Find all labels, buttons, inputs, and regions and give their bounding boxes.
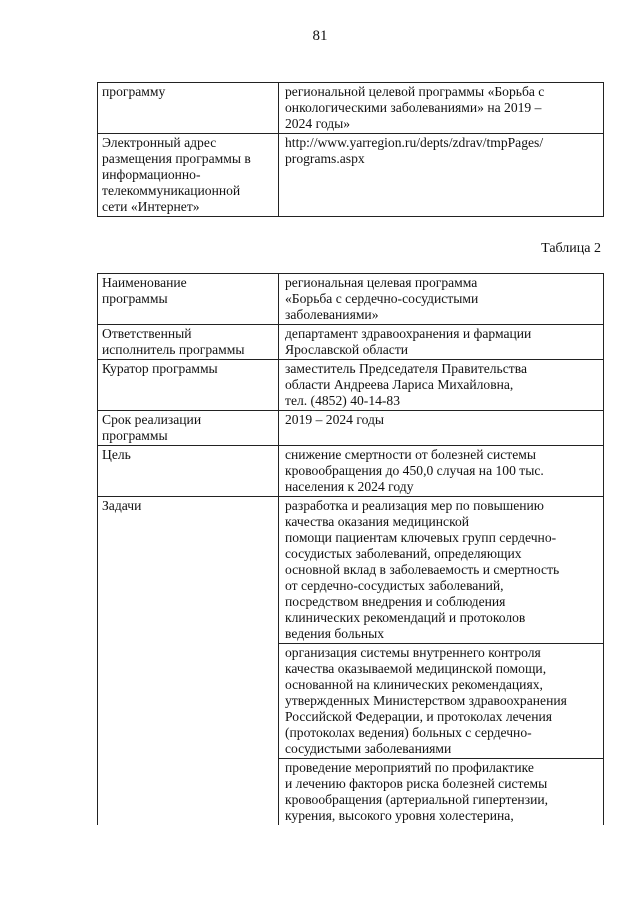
row-value-line: http://www.yarregion.ru/depts/zdrav/tmpPages/ xyxy=(285,135,544,150)
table-row xyxy=(98,497,604,644)
row-value-cell xyxy=(279,325,604,360)
row-label-line: телекоммуникационной xyxy=(102,183,241,198)
row-label-line: исполнитель программы xyxy=(102,342,245,357)
row-label-line: Электронный адрес xyxy=(102,135,217,150)
row-label-line: программу xyxy=(102,84,166,99)
task-item-cell xyxy=(279,759,604,826)
row-label-line: Ответственный xyxy=(102,326,192,341)
task-item-line: клинических рекомендаций и протоколов xyxy=(285,610,526,625)
row-label-cell xyxy=(98,83,279,134)
table1-body xyxy=(98,83,604,217)
task-item-line: сосудистыми заболеваниями xyxy=(285,741,452,756)
task-item-line: ведения больных xyxy=(285,626,385,641)
table-caption: Таблица 2 xyxy=(541,241,601,256)
task-item-line: качества оказываемой медицинской помощи, xyxy=(285,661,547,676)
task-item-line: организация системы внутреннего контроля xyxy=(285,645,541,660)
task-item-line: основанной на клинических рекомендациях, xyxy=(285,677,543,692)
row-label-cell xyxy=(98,325,279,360)
task-item-line: проведение мероприятий по профилактике xyxy=(285,760,534,775)
row-label-line: информационно- xyxy=(102,167,201,182)
table-row xyxy=(98,274,604,325)
row-label-line: Наименование xyxy=(102,275,187,290)
task-item-line: посредством внедрения и соблюдения xyxy=(285,594,506,609)
task-item-line: и лечению факторов риска болезней системы xyxy=(285,776,548,791)
task-item-line: сосудистых заболеваний, определяющих xyxy=(285,546,522,561)
row-value-line: заболеваниями» xyxy=(285,307,379,322)
row-value-line: онкологическими заболеваниями» на 2019 – xyxy=(285,100,542,115)
program-info-table-continued xyxy=(97,82,604,217)
row-label-line: программы xyxy=(102,428,168,443)
task-item-cell xyxy=(279,644,604,759)
task-item-line: курения, высокого уровня холестерина, xyxy=(285,808,514,823)
row-label-line: Куратор программы xyxy=(102,361,218,376)
row-value-line: департамент здравоохранения и фармации xyxy=(285,326,532,341)
table-row xyxy=(98,134,604,217)
row-label-cell xyxy=(98,134,279,217)
row-label-line: размещения программы в xyxy=(102,151,251,166)
table-row xyxy=(98,325,604,360)
task-item-cell xyxy=(279,497,604,644)
row-label-cell xyxy=(98,274,279,325)
table-row xyxy=(98,83,604,134)
row-value-line: региональной целевой программы «Борьба с xyxy=(285,84,545,99)
task-item-line: (протоколах ведения) больных с сердечно- xyxy=(285,725,532,740)
tasks-label-cell xyxy=(98,497,279,826)
task-item-line: утвержденных Министерством здравоохранения xyxy=(285,693,567,708)
task-item-line: кровообращения (артериальной гипертензии, xyxy=(285,792,549,807)
task-item-line: Российской Федерации, и протоколах лечения xyxy=(285,709,553,724)
table-row xyxy=(98,446,604,497)
row-value-line: 2019 – 2024 годы xyxy=(285,412,385,427)
row-value-line: тел. (4852) 40-14-83 xyxy=(285,393,401,408)
row-value-cell xyxy=(279,134,604,217)
page-number: 81 xyxy=(312,28,328,44)
row-value-line: Ярославской области xyxy=(285,342,409,357)
row-value-cell xyxy=(279,360,604,411)
row-label-cell xyxy=(98,446,279,497)
row-value-cell xyxy=(279,411,604,446)
row-value-line: снижение смертности от болезней системы xyxy=(285,447,536,462)
task-item-line: помощи пациентам ключевых групп сердечно- xyxy=(285,530,557,545)
table-row xyxy=(98,411,604,446)
row-value-line: области Андреева Лариса Михайловна, xyxy=(285,377,514,392)
tasks-label: Задачи xyxy=(102,498,142,513)
row-value-line: заместитель Председателя Правительства xyxy=(285,361,527,376)
task-item-line: разработка и реализация мер по повышению xyxy=(285,498,544,513)
task-item-line: качества оказания медицинской xyxy=(285,514,470,529)
row-value-line: programs.aspx xyxy=(285,151,365,166)
table2-body xyxy=(98,274,604,826)
row-label-line: программы xyxy=(102,291,168,306)
table-row xyxy=(98,360,604,411)
row-value-line: населения к 2024 году xyxy=(285,479,414,494)
row-label-line: сети «Интернет» xyxy=(102,199,200,214)
row-label-line: Срок реализации xyxy=(102,412,202,427)
task-item-line: от сердечно-сосудистых заболеваний, xyxy=(285,578,504,593)
row-value-line: региональная целевая программа xyxy=(285,275,478,290)
task-item-line: основной вклад в заболеваемость и смертность xyxy=(285,562,560,577)
row-value-cell xyxy=(279,446,604,497)
row-value-line: кровообращения до 450,0 случая на 100 тыс. xyxy=(285,463,544,478)
row-value-line: «Борьба с сердечно-сосудистыми xyxy=(285,291,479,306)
row-label-cell xyxy=(98,411,279,446)
row-label-cell xyxy=(98,360,279,411)
row-value-line: 2024 годы» xyxy=(285,116,351,131)
row-label-line: Цель xyxy=(102,447,131,462)
row-value-cell xyxy=(279,274,604,325)
row-value-cell xyxy=(279,83,604,134)
program-passport-table xyxy=(97,273,604,825)
